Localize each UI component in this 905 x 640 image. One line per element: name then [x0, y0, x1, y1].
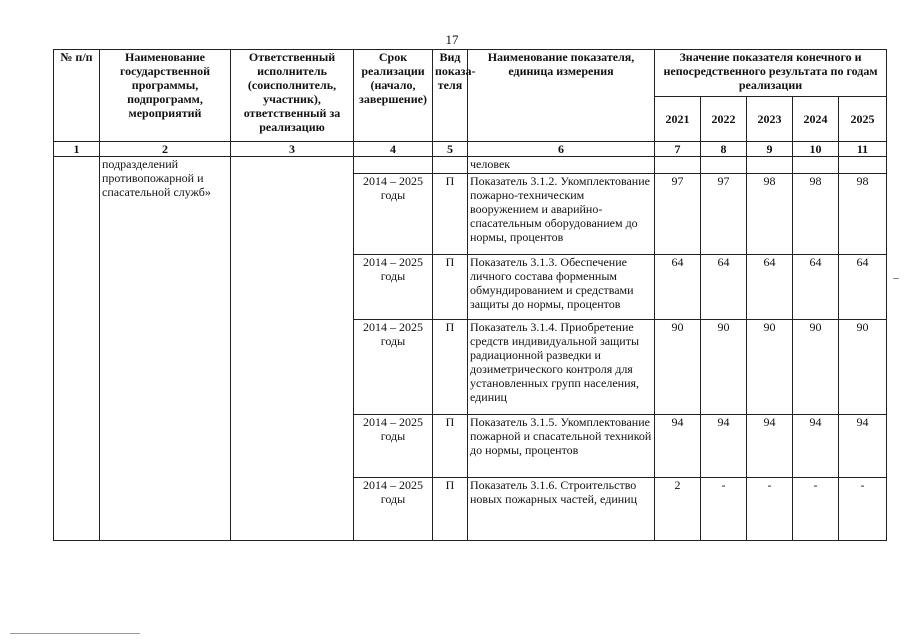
header-program-name: Наименование государственной программы, подпрограмм, мероприятий	[100, 50, 231, 142]
value-cell: 90	[839, 320, 887, 415]
value-cell: 98	[793, 174, 839, 255]
value-cell	[655, 157, 701, 174]
value-cell: 94	[701, 415, 747, 478]
header-year: 2022	[701, 97, 747, 142]
indicator-cell: Показатель 3.1.2. Укомплектование пожарно-техническим вооружением и аварийно-спасательным оборудованием до нормы, процентов	[468, 174, 655, 255]
indicator-cell: Показатель 3.1.3. Обеспечение личного состава форменным обмундированием и средствами защиты до нормы, процентов	[468, 255, 655, 320]
value-cell: 97	[701, 174, 747, 255]
header-period: Срок реализации (начало, завершение)	[354, 50, 433, 142]
scan-edge-mark	[893, 278, 899, 279]
value-cell: -	[747, 478, 793, 541]
type-cell: П	[433, 320, 468, 415]
column-number: 3	[231, 142, 354, 157]
value-cell: 94	[793, 415, 839, 478]
column-number: 8	[701, 142, 747, 157]
column-number: 7	[655, 142, 701, 157]
responsible-cell	[231, 157, 354, 541]
row-number-cell	[54, 157, 100, 541]
value-cell: 90	[655, 320, 701, 415]
value-cell: 64	[793, 255, 839, 320]
type-cell: П	[433, 415, 468, 478]
period-cell: 2014 – 2025 годы	[354, 255, 433, 320]
value-cell: 64	[655, 255, 701, 320]
header-responsible: Ответственный исполнитель (соисполнитель, участник), ответственный за реализацию	[231, 50, 354, 142]
program-name-cell: подразделений противопожарной и спасательной служб»	[100, 157, 231, 541]
column-number: 2	[100, 142, 231, 157]
value-cell: 98	[839, 174, 887, 255]
value-cell	[747, 157, 793, 174]
indicator-cell: Показатель 3.1.6. Строительство новых пожарных частей, единиц	[468, 478, 655, 541]
value-cell	[701, 157, 747, 174]
value-cell: 94	[747, 415, 793, 478]
indicator-cell: Показатель 3.1.5. Укомплектование пожарной и спасательной техникой до нормы, процентов	[468, 415, 655, 478]
type-cell	[433, 157, 468, 174]
period-cell	[354, 157, 433, 174]
value-cell: 90	[747, 320, 793, 415]
type-cell: П	[433, 174, 468, 255]
column-number: 11	[839, 142, 887, 157]
header-indicator-type: Вид показа-теля	[433, 50, 468, 142]
value-cell: -	[701, 478, 747, 541]
period-cell: 2014 – 2025 годы	[354, 478, 433, 541]
period-cell: 2014 – 2025 годы	[354, 320, 433, 415]
header-year: 2021	[655, 97, 701, 142]
column-number: 9	[747, 142, 793, 157]
value-cell: -	[839, 478, 887, 541]
value-cell: -	[793, 478, 839, 541]
value-cell: 64	[701, 255, 747, 320]
scan-edge-line	[10, 633, 140, 634]
table-row	[54, 157, 887, 174]
header-year: 2024	[793, 97, 839, 142]
value-cell	[839, 157, 887, 174]
period-cell: 2014 – 2025 годы	[354, 415, 433, 478]
type-cell: П	[433, 478, 468, 541]
value-cell	[793, 157, 839, 174]
header-indicator-name: Наименование показателя, единица измерения	[468, 50, 655, 142]
value-cell: 94	[839, 415, 887, 478]
column-number: 1	[54, 142, 100, 157]
indicator-cell: Показатель 3.1.4. Приобретение средств индивидуальной защиты радиационной разведки и дозиметрического контроля для установленных групп населения, единиц	[468, 320, 655, 415]
indicators-table	[53, 49, 887, 541]
value-cell: 90	[793, 320, 839, 415]
indicator-cell: человек	[468, 157, 655, 174]
value-cell: 94	[655, 415, 701, 478]
value-cell: 2	[655, 478, 701, 541]
header-year: 2023	[747, 97, 793, 142]
column-number: 10	[793, 142, 839, 157]
value-cell: 97	[655, 174, 701, 255]
value-cell: 64	[747, 255, 793, 320]
header-values-group: Значение показателя конечного и непосредственного результата по годам реализации	[655, 50, 887, 97]
type-cell: П	[433, 255, 468, 320]
column-numbers-row	[54, 142, 887, 157]
page-number: 17	[445, 32, 459, 47]
value-cell: 98	[747, 174, 793, 255]
header-number: № п/п	[54, 50, 100, 142]
value-cell: 90	[701, 320, 747, 415]
column-number: 4	[354, 142, 433, 157]
column-number: 6	[468, 142, 655, 157]
period-cell: 2014 – 2025 годы	[354, 174, 433, 255]
column-number: 5	[433, 142, 468, 157]
header-year: 2025	[839, 97, 887, 142]
value-cell: 64	[839, 255, 887, 320]
